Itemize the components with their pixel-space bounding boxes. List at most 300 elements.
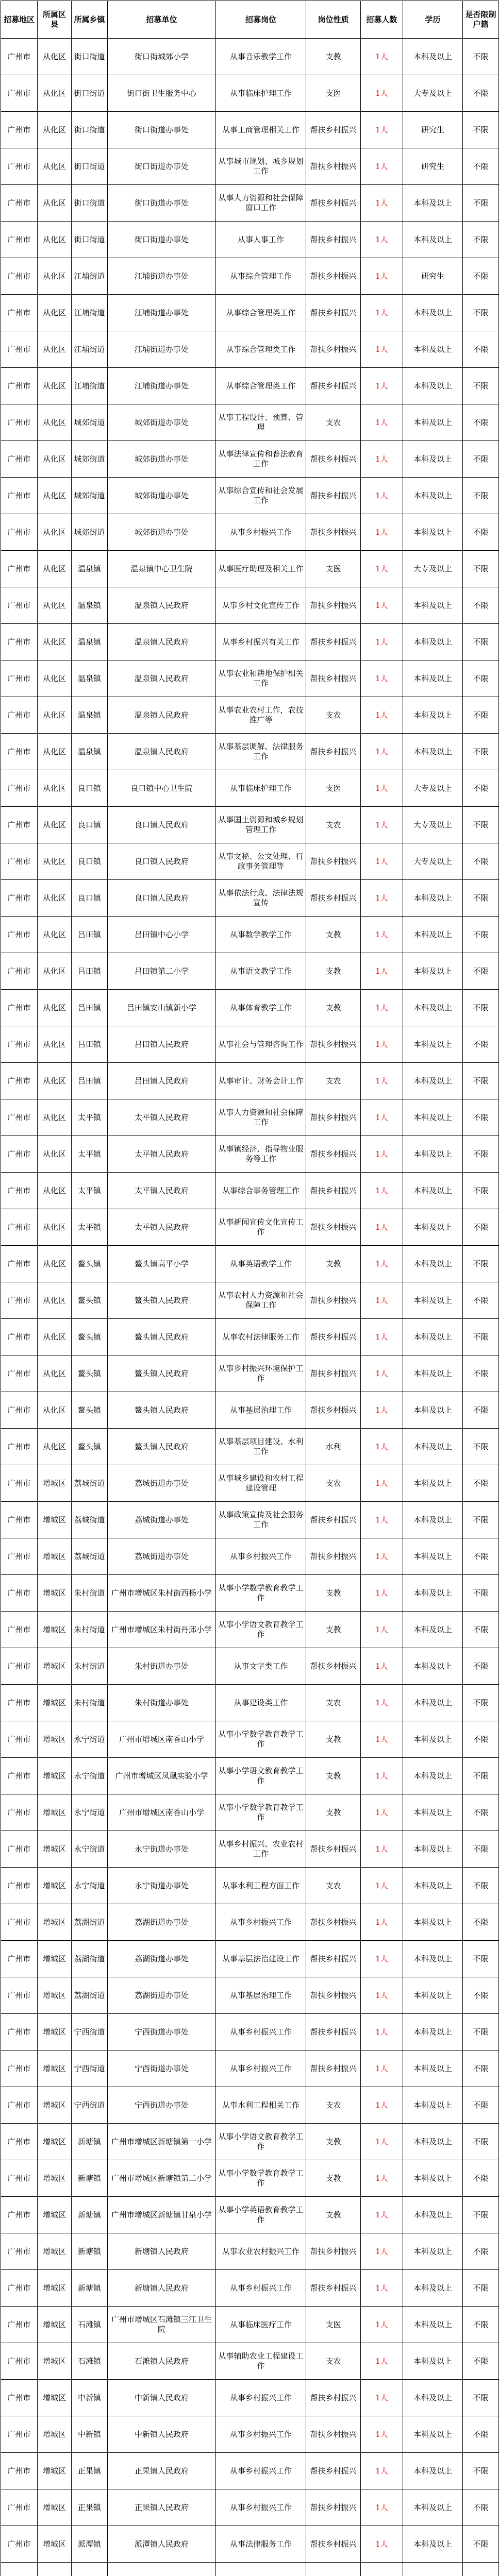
table-row [1, 2197, 499, 2233]
cell-nature: 帮扶乡村振兴 [306, 1319, 361, 1355]
cell-post: 从事综合管理类工作 [216, 331, 306, 368]
cell-township: 城郊街道 [72, 404, 108, 441]
cell-township: 温泉镇 [72, 734, 108, 770]
cell-region: 广州市 [1, 2307, 38, 2343]
cell-education: 本科及以上 [403, 1502, 463, 1538]
cell-district: 从化区 [38, 1173, 72, 1209]
cell-unit: 广州市增城区凤凰实验小学 [108, 1758, 216, 1794]
cell-post: 从事法律宣传和普法教育工作 [216, 441, 306, 478]
cell-education: 本科及以上 [403, 1868, 463, 1904]
cell-township: 城郊街道 [72, 478, 108, 514]
cell-township: 朱村街道 [72, 1575, 108, 1612]
cell-count: 1人 [361, 1136, 403, 1173]
cell-education: 本科及以上 [403, 1136, 463, 1173]
cell-hukou: 不限 [463, 697, 499, 734]
cell-hukou: 不限 [463, 1246, 499, 1282]
table-row [1, 1538, 499, 1575]
cell-nature: 帮扶乡村振兴 [306, 1282, 361, 1319]
cell-township: 宁西街道 [72, 2014, 108, 2050]
cell-unit: 良口镇中心卫生院 [108, 770, 216, 807]
cell-township: 荔湖街道 [72, 1904, 108, 1941]
cell-hukou: 不限 [463, 2050, 499, 2087]
cell-nature: 帮扶乡村振兴 [306, 660, 361, 697]
cell-nature: 支教 [306, 2197, 361, 2233]
cell-unit: 街口街道办事处 [108, 185, 216, 222]
cell-hukou: 不限 [463, 1758, 499, 1794]
cell-nature: 帮扶乡村振兴 [306, 148, 361, 185]
cell-hukou: 不限 [463, 478, 499, 514]
cell-unit: 温泉镇人民政府 [108, 697, 216, 734]
cell-nature: 帮扶乡村振兴 [306, 222, 361, 258]
cell-region: 广州市 [1, 2233, 38, 2270]
cell-education: 本科及以上 [403, 295, 463, 331]
cell-count: 1人 [361, 1099, 403, 1136]
cell-count: 1人 [361, 1355, 403, 1392]
cell-count: 1人 [361, 75, 403, 112]
cell-count: 1人 [361, 295, 403, 331]
cell-nature: 支农 [306, 2343, 361, 2380]
cell-unit: 温泉镇人民政府 [108, 660, 216, 697]
cell-unit: 街口街道办事处 [108, 148, 216, 185]
cell-post: 从事水利工程方面工作 [216, 1868, 306, 1904]
cell-region: 广州市 [1, 1429, 38, 1465]
cell-township: 鳌头镇 [72, 1392, 108, 1429]
cell-region: 广州市 [1, 1575, 38, 1612]
cell-hukou: 不限 [463, 1575, 499, 1612]
cell-district: 增城区 [38, 1794, 72, 1831]
cell-region: 广州市 [1, 2416, 38, 2453]
cell-township: 石滩镇 [72, 2343, 108, 2380]
cell-district: 从化区 [38, 917, 72, 953]
cell-post: 从事人力资源和社会保障工作 [216, 1099, 306, 1136]
cell-count: 1人 [361, 1319, 403, 1355]
cell-nature: 帮扶乡村振兴 [306, 624, 361, 660]
cell-township: 派潭镇 [72, 2526, 108, 2563]
cell-unit: 正果镇人民政府 [108, 2489, 216, 2526]
cell-district: 从化区 [38, 112, 72, 148]
cell-education: 本科及以上 [403, 2489, 463, 2526]
cell-post: 从事社会与管理咨询工作 [216, 1026, 306, 1063]
table-row [1, 148, 499, 185]
cell-region: 广州市 [1, 2197, 38, 2233]
cell-township: 江埔街道 [72, 258, 108, 295]
cell-nature: 帮扶乡村振兴 [306, 2416, 361, 2453]
cell-hukou: 不限 [463, 368, 499, 404]
cell-nature: 支农 [306, 2087, 361, 2124]
table-row [1, 1575, 499, 1612]
cell-district: 从化区 [38, 1136, 72, 1173]
cell-region: 广州市 [1, 1685, 38, 1721]
table-row [1, 2343, 499, 2380]
cell-post: 从事人力资源和社会保障窗口工作 [216, 185, 306, 222]
cell-nature: 帮扶乡村振兴 [306, 2453, 361, 2489]
cell-hukou: 不限 [463, 1904, 499, 1941]
cell-district: 增城区 [38, 2270, 72, 2307]
cell-nature: 支医 [306, 770, 361, 807]
cell-district: 从化区 [38, 258, 72, 295]
cell-township: 鳌头镇 [72, 1355, 108, 1392]
cell-nature: 支农 [306, 404, 361, 441]
cell-region: 广州市 [1, 1355, 38, 1392]
table-row [1, 2050, 499, 2087]
cell-district: 增城区 [38, 1721, 72, 1758]
cell-nature: 帮扶乡村振兴 [306, 1831, 361, 1868]
cell-unit: 荔湖街道办事处 [108, 1941, 216, 1977]
cell-count: 1人 [361, 917, 403, 953]
cell-nature: 支农 [306, 1465, 361, 1502]
cell-hukou: 不限 [463, 1721, 499, 1758]
cell-hukou: 不限 [463, 660, 499, 697]
cell-region: 广州市 [1, 441, 38, 478]
cell-post: 从事建设类工作 [216, 1685, 306, 1721]
cell-unit: 城郊街道办事处 [108, 514, 216, 551]
cell-count: 1人 [361, 222, 403, 258]
cell-township: 温泉镇 [72, 551, 108, 587]
cell-district: 从化区 [38, 1099, 72, 1136]
cell-post: 从事乡村振兴工作 [216, 2453, 306, 2489]
cell-region: 广州市 [1, 1099, 38, 1136]
cell-nature: 帮扶乡村振兴 [306, 734, 361, 770]
cell-hukou: 不限 [463, 734, 499, 770]
cell-district: 从化区 [38, 39, 72, 75]
header-region: 招募地区 [1, 1, 38, 39]
cell-district: 从化区 [38, 295, 72, 331]
cell-education: 本科及以上 [403, 1941, 463, 1977]
cell-unit: 鳌头镇高平小学 [108, 1246, 216, 1282]
table-row [1, 843, 499, 880]
cell-district: 增城区 [38, 2489, 72, 2526]
cell-district: 增城区 [38, 1941, 72, 1977]
cell-district: 增城区 [38, 2233, 72, 2270]
cell-district: 增城区 [38, 1831, 72, 1868]
cell-hukou: 不限 [463, 331, 499, 368]
cell-education: 本科及以上 [403, 2270, 463, 2307]
cell-education: 本科及以上 [403, 587, 463, 624]
cell-region: 广州市 [1, 404, 38, 441]
cell-region: 广州市 [1, 331, 38, 368]
cell-post: 从事乡村振兴有关工作 [216, 624, 306, 660]
cell-education: 本科及以上 [403, 1904, 463, 1941]
cell-region: 广州市 [1, 258, 38, 295]
header-township: 所属乡镇 [72, 1, 108, 39]
cell-hukou: 不限 [463, 75, 499, 112]
cell-township: 朱村街道 [72, 1648, 108, 1685]
cell-district: 从化区 [38, 734, 72, 770]
cell-post: 从事基层法治建设工作 [216, 1941, 306, 1977]
cell-count: 1人 [361, 478, 403, 514]
cell-unit: 正果镇人民政府 [108, 2453, 216, 2489]
cell-education: 本科及以上 [403, 2197, 463, 2233]
cell-township: 永宁街道 [72, 1794, 108, 1831]
cell-district: 从化区 [38, 660, 72, 697]
cell-district [38, 2563, 72, 2576]
cell-township: 荔湖街道 [72, 1941, 108, 1977]
cell-education: 研究生 [403, 258, 463, 295]
cell-education: 本科及以上 [403, 2343, 463, 2380]
cell-unit: 广州市增城区石滩镇三江卫生院 [108, 2307, 216, 2343]
cell-region: 广州市 [1, 2526, 38, 2563]
table-row [1, 514, 499, 551]
table-row [1, 1831, 499, 1868]
cell-region: 广州市 [1, 807, 38, 843]
cell-district: 增城区 [38, 1465, 72, 1502]
cell-region: 广州市 [1, 1794, 38, 1831]
cell-education: 本科及以上 [403, 441, 463, 478]
cell-education: 本科及以上 [403, 1831, 463, 1868]
cell-nature: 帮扶乡村振兴 [306, 2050, 361, 2087]
cell-post: 从事农业农村工作，农技推广等 [216, 697, 306, 734]
table-row [1, 1026, 499, 1063]
cell-region: 广州市 [1, 2014, 38, 2050]
cell-count: 1人 [361, 2307, 403, 2343]
cell-post: 从事新闻宣传文化宣传工作 [216, 1209, 306, 1246]
cell-post: 从事音乐教学工作 [216, 39, 306, 75]
cell-unit: 吕田镇人民政府 [108, 1063, 216, 1099]
cell-nature: 帮扶乡村振兴 [306, 295, 361, 331]
cell-township: 街口街道 [72, 185, 108, 222]
cell-district: 从化区 [38, 331, 72, 368]
cell-unit: 鳌头镇人民政府 [108, 1355, 216, 1392]
cell-district: 从化区 [38, 1319, 72, 1355]
cell-post: 从事农村法律服务工作 [216, 1319, 306, 1355]
cell-post: 从事农村人力资源和社会保障工作 [216, 1282, 306, 1319]
cell-hukou: 不限 [463, 1355, 499, 1392]
cell-region: 广州市 [1, 734, 38, 770]
cell-township: 良口镇 [72, 807, 108, 843]
cell-count: 1人 [361, 1685, 403, 1721]
cell-district: 增城区 [38, 1648, 72, 1685]
cell-district: 从化区 [38, 587, 72, 624]
cell-township: 吕田镇 [72, 1026, 108, 1063]
cell-count: 1人 [361, 1429, 403, 1465]
table-row [1, 770, 499, 807]
table-row [1, 1246, 499, 1282]
cell-township: 中新镇 [72, 2416, 108, 2453]
header-count: 招募人数 [361, 1, 403, 39]
cell-post: 从事基层治理工作 [216, 1392, 306, 1429]
table-row [1, 2160, 499, 2197]
cell-hukou: 不限 [463, 2197, 499, 2233]
cell-township: 新塘镇 [72, 2233, 108, 2270]
cell-unit: 宁西街道办事处 [108, 2050, 216, 2087]
cell-district: 从化区 [38, 843, 72, 880]
cell-nature: 支农 [306, 807, 361, 843]
cell-unit: 永宁街道办事处 [108, 1831, 216, 1868]
cell-nature [306, 2563, 361, 2576]
header-district: 所属区县 [38, 1, 72, 39]
cell-township: 良口镇 [72, 843, 108, 880]
cell-count: 1人 [361, 1173, 403, 1209]
cell-township: 温泉镇 [72, 587, 108, 624]
cell-township: 街口街道 [72, 222, 108, 258]
cell-unit: 中新镇人民政府 [108, 2416, 216, 2453]
cell-district: 增城区 [38, 2160, 72, 2197]
cell-township: 吕田镇 [72, 990, 108, 1026]
cell-district: 增城区 [38, 2380, 72, 2416]
cell-nature: 支农 [306, 1063, 361, 1099]
cell-count: 1人 [361, 2453, 403, 2489]
cell-unit: 街口街城郊小学 [108, 39, 216, 75]
table-row [1, 917, 499, 953]
cell-nature: 支医 [306, 551, 361, 587]
cell-unit: 广州市增城区朱村街丹邱小学 [108, 1612, 216, 1648]
table-row [1, 112, 499, 148]
cell-hukou: 不限 [463, 1173, 499, 1209]
cell-district: 增城区 [38, 2416, 72, 2453]
cell-count: 1人 [361, 1502, 403, 1538]
cell-count: 1人 [361, 1392, 403, 1429]
cell-unit: 荔湖街道办事处 [108, 1977, 216, 2014]
cell-count: 1人 [361, 2197, 403, 2233]
cell-education: 本科及以上 [403, 2526, 463, 2563]
cell-township: 江埔街道 [72, 368, 108, 404]
cell-count: 1人 [361, 2526, 403, 2563]
cell-education: 本科及以上 [403, 1063, 463, 1099]
table-row [1, 1502, 499, 1538]
cell-township: 江埔街道 [72, 331, 108, 368]
cell-count: 1人 [361, 770, 403, 807]
cell-nature: 帮扶乡村振兴 [306, 587, 361, 624]
cell-count: 1人 [361, 404, 403, 441]
cell-unit: 江埔街道办事处 [108, 331, 216, 368]
table-row [1, 368, 499, 404]
cell-education: 本科及以上 [403, 1282, 463, 1319]
cell-nature: 支农 [306, 697, 361, 734]
cell-region: 广州市 [1, 1209, 38, 1246]
cell-education: 本科及以上 [403, 1355, 463, 1392]
cell-unit: 广州市增城区南香山小学 [108, 1721, 216, 1758]
cell-education: 本科及以上 [403, 1575, 463, 1612]
cell-post: 从事体育教学工作 [216, 990, 306, 1026]
cell-education: 本科及以上 [403, 1648, 463, 1685]
cell-region: 广州市 [1, 953, 38, 990]
cell-hukou: 不限 [463, 2416, 499, 2453]
cell-region: 广州市 [1, 2160, 38, 2197]
cell-unit: 荔城街道办事处 [108, 1538, 216, 1575]
cell-post: 从事人事工作 [216, 222, 306, 258]
cell-unit: 城郊街道办事处 [108, 478, 216, 514]
cell-education: 本科及以上 [403, 2160, 463, 2197]
cell-unit: 太平镇人民政府 [108, 1209, 216, 1246]
cell-township: 江埔街道 [72, 295, 108, 331]
cell-hukou: 不限 [463, 1063, 499, 1099]
cell-post: 从事辅助农业工程建设工作 [216, 2343, 306, 2380]
cell-count: 1人 [361, 2416, 403, 2453]
cell-township: 朱村街道 [72, 1612, 108, 1648]
cell-post: 从事小学英语教育教学工作 [216, 2197, 306, 2233]
cell-region: 广州市 [1, 880, 38, 917]
cell-post: 从事小学数学教育教学工作 [216, 1721, 306, 1758]
cell-post: 从事乡村振兴工作 [216, 2014, 306, 2050]
cell-township: 宁西街道 [72, 2087, 108, 2124]
cell-region: 广州市 [1, 2380, 38, 2416]
cell-unit: 温泉镇人民政府 [108, 734, 216, 770]
cell-region: 广州市 [1, 551, 38, 587]
cell-district: 增城区 [38, 1502, 72, 1538]
cell-count: 1人 [361, 1063, 403, 1099]
cell-township: 街口街道 [72, 39, 108, 75]
cell-region: 广州市 [1, 990, 38, 1026]
cell-nature: 支教 [306, 1612, 361, 1648]
cell-count: 1人 [361, 112, 403, 148]
cell-district: 从化区 [38, 551, 72, 587]
cell-hukou: 不限 [463, 587, 499, 624]
cell-post: 从事审计、财务会计工作 [216, 1063, 306, 1099]
cell-hukou: 不限 [463, 112, 499, 148]
header-hukou: 是否限制户籍 [463, 1, 499, 39]
cell-district: 从化区 [38, 441, 72, 478]
cell-region: 广州市 [1, 1173, 38, 1209]
cell-township: 太平镇 [72, 1173, 108, 1209]
cell-hukou: 不限 [463, 222, 499, 258]
cell-nature: 支教 [306, 917, 361, 953]
cell-unit: 温泉镇人民政府 [108, 624, 216, 660]
cell-hukou: 不限 [463, 770, 499, 807]
header-unit: 招募单位 [108, 1, 216, 39]
cell-region: 广州市 [1, 587, 38, 624]
cell-hukou: 不限 [463, 2343, 499, 2380]
cell-education: 本科及以上 [403, 1246, 463, 1282]
cell-nature: 支医 [306, 75, 361, 112]
cell-township: 太平镇 [72, 1209, 108, 1246]
cell-hukou: 不限 [463, 1502, 499, 1538]
cell-education: 本科及以上 [403, 880, 463, 917]
cell-region: 广州市 [1, 2124, 38, 2160]
cell-township: 吕田镇 [72, 1063, 108, 1099]
cell-education: 研究生 [403, 148, 463, 185]
table-row [1, 1904, 499, 1941]
cell-nature: 帮扶乡村振兴 [306, 258, 361, 295]
cell-education: 本科及以上 [403, 2307, 463, 2343]
cell-region [1, 2563, 38, 2576]
cell-post: 从事综合管理类工作 [216, 295, 306, 331]
cell-district: 从化区 [38, 222, 72, 258]
cell-post: 从事农业和耕地保护相关工作 [216, 660, 306, 697]
cell-township: 永宁街道 [72, 1831, 108, 1868]
cell-post: 从事文字类工作 [216, 1648, 306, 1685]
table-row [1, 1648, 499, 1685]
cell-count: 1人 [361, 441, 403, 478]
cell-post: 从事政策宣传及社会服务工作 [216, 1502, 306, 1538]
table-row [1, 295, 499, 331]
cell-nature: 帮扶乡村振兴 [306, 441, 361, 478]
cell-district: 从化区 [38, 1392, 72, 1429]
cell-region: 广州市 [1, 1502, 38, 1538]
cell-count: 1人 [361, 2270, 403, 2307]
cell-education: 本科及以上 [403, 1319, 463, 1355]
cell-hukou: 不限 [463, 514, 499, 551]
cell-hukou: 不限 [463, 185, 499, 222]
table-row [1, 551, 499, 587]
cell-township: 新塘镇 [72, 2270, 108, 2307]
cell-region: 广州市 [1, 917, 38, 953]
cell-count: 1人 [361, 1246, 403, 1282]
cell-region: 广州市 [1, 75, 38, 112]
cell-nature: 帮扶乡村振兴 [306, 880, 361, 917]
cell-region: 广州市 [1, 1136, 38, 1173]
cell-township: 永宁街道 [72, 1721, 108, 1758]
cell-region: 广州市 [1, 770, 38, 807]
cell-township: 街口街道 [72, 75, 108, 112]
cell-nature: 帮扶乡村振兴 [306, 112, 361, 148]
cell-district: 从化区 [38, 990, 72, 1026]
cell-nature: 支农 [306, 1868, 361, 1904]
cell-region: 广州市 [1, 1246, 38, 1282]
cell-hukou: 不限 [463, 1282, 499, 1319]
cell-count: 1人 [361, 697, 403, 734]
cell-township: 石滩镇 [72, 2307, 108, 2343]
table-row [1, 2563, 499, 2576]
